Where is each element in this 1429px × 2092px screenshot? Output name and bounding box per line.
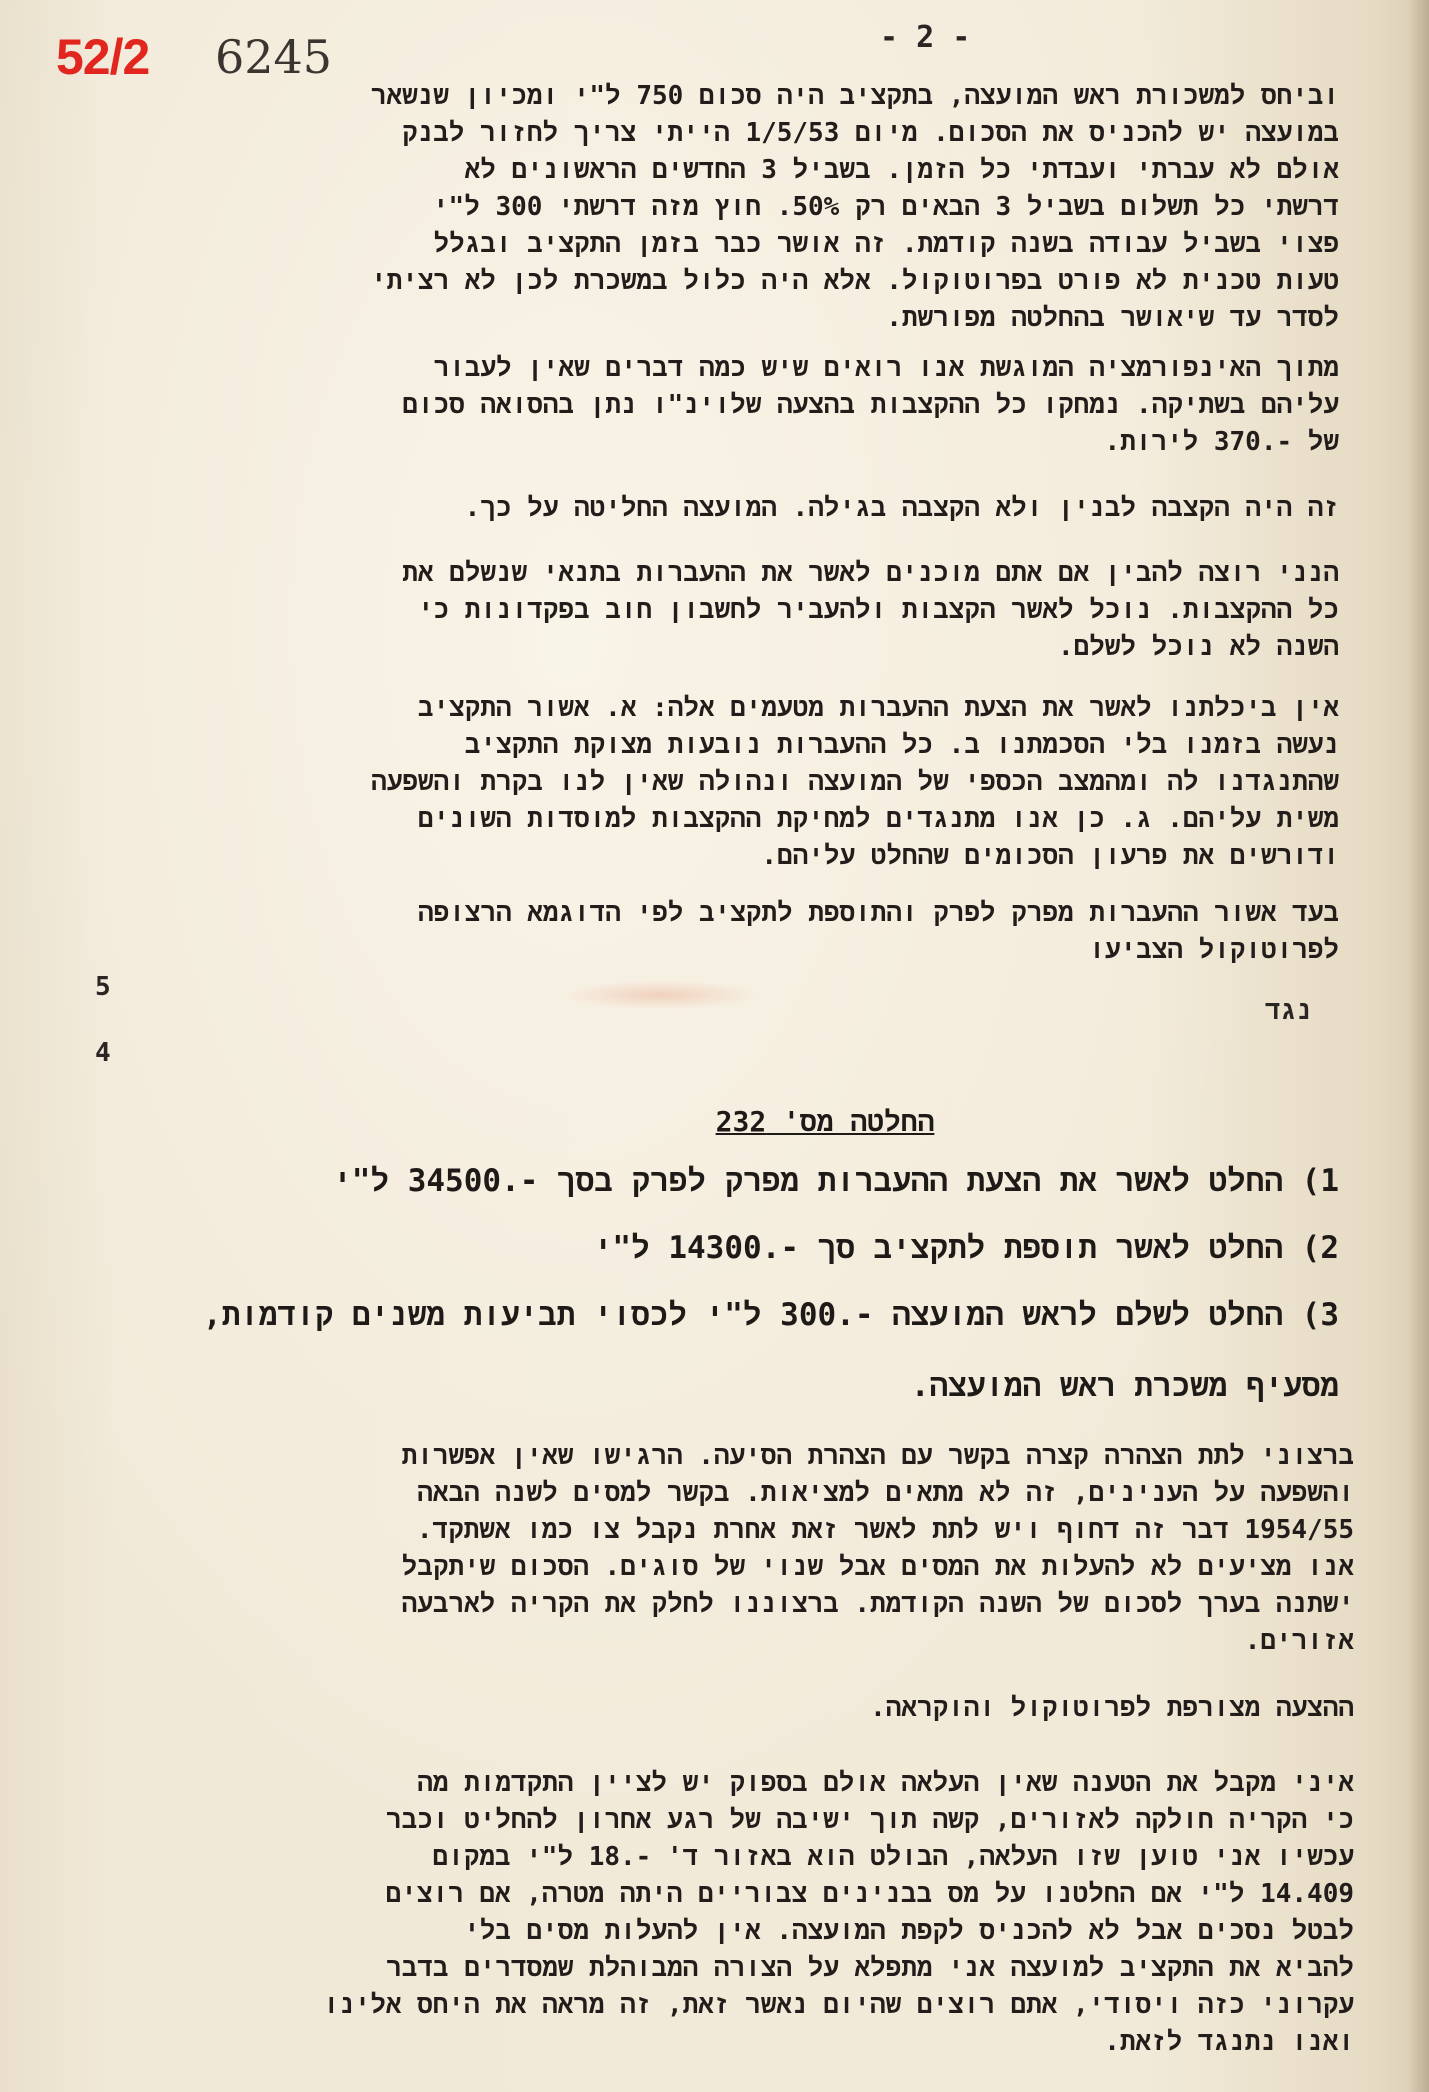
text-line: אזורים. bbox=[1244, 1626, 1354, 1656]
text-line: אנו מציעים לא להעלות את המסים אבל שנוי של סוגים. הסכום שיתקבל bbox=[401, 1552, 1354, 1582]
text-line: הנני רוצה להבין אם אתם מוכנים לאשר את ההעברות בתנאי שנשלם את bbox=[402, 558, 1339, 588]
text-line: השנה לא נוכל לשלם. bbox=[1057, 632, 1339, 662]
text-line: אין ביכלתנו לאשר את הצעת ההעברות מטעמים אלה: א. אשור התקציב bbox=[417, 693, 1339, 723]
text-line: ישתנה בערך לסכום של השנה הקודמת. ברצוננו לחלק את הקריה לארבעה bbox=[401, 1589, 1354, 1619]
text-line: ברצוני לתת הצהרה קצרה בקשר עם הצהרת הסיעה. הרגישו שאין אפשרות bbox=[401, 1441, 1354, 1471]
text-line: במועצה יש להכניס את הסכום. מיום 1/5/53 הייתי צריך לחזור לבנק bbox=[401, 118, 1339, 148]
paragraph-tax-statement bbox=[104, 1438, 1354, 1660]
paragraph-vote-intro bbox=[99, 895, 1339, 969]
text-line: אולם לא עברתי ועבדתי כל הזמן. בשביל 3 החדשים הראשונים לא bbox=[464, 155, 1339, 185]
text-line: פצוי בשביל עבודה בשנה קודמת. זה אושר כבר בזמן התקציב ובגלל bbox=[433, 229, 1339, 259]
text-line: בעד אשור ההעברות מפרק לפרק והתוספת לתקציב לפי הדוגמא הרצופה bbox=[417, 898, 1339, 928]
text-line: 14.409 ל"י אם החלטנו על מס בבנינים צבוריים היתה מטרה, אם רוצים bbox=[385, 1879, 1354, 1909]
text-line: כל ההקצבות. נוכל לאשר הקצבות ולהעביר לחשבון חוב בפקדונות כי bbox=[417, 595, 1339, 625]
text-line: טעות טכנית לא פורט בפרוטוקול. אלא היה כלול במשכרת לכן לא רציתי bbox=[371, 266, 1339, 296]
paragraph-allocation bbox=[99, 490, 1339, 527]
ink-smudge bbox=[560, 980, 760, 1010]
archive-reference: 52/2 bbox=[56, 29, 150, 85]
text-line: להביא את התקציב למועצה אני מתפלא על הצורה המבוהלת שמסדרים בדבר bbox=[386, 1953, 1354, 1983]
text-line: מתוך האינפורמציה המוגשת אנו רואים שיש כמה דברים שאין לעבור bbox=[433, 353, 1339, 383]
paragraph-information bbox=[99, 350, 1339, 461]
paragraph-objection bbox=[99, 690, 1339, 875]
paragraph-response bbox=[104, 1765, 1354, 2061]
text-line: שהתנגדנו לה ומהמצב הכספי של המועצה ונהולה שאין לנו בקרת והשפעה bbox=[371, 767, 1339, 797]
text-line: משית עליהם. ג. כן אנו מתנגדים למחיקת ההקצבות למוסדות השונים bbox=[417, 804, 1339, 834]
paragraph-proposal-attached bbox=[104, 1690, 1354, 1727]
text-line: והשפעה על הענינים, זה לא מתאים למציאות. בקשר למסים לשנה הבאה bbox=[417, 1478, 1354, 1508]
text-line: וביחס למשכורת ראש המועצה, בתקציב היה סכום 750 ל"י ומכיון שנשאר bbox=[370, 81, 1339, 111]
text-line: נעשה בזמנו בלי הסכמתנו ב. כל ההעברות נובעות מצוקת התקציב bbox=[464, 730, 1339, 760]
page-fold-shadow bbox=[1407, 0, 1429, 2092]
text-line: זה היה הקצבה לבנין ולא הקצבה בגילה. המועצה החליטה על כך. bbox=[464, 493, 1339, 523]
text-line: איני מקבל את הטענה שאין העלאה אולם בספוק יש לציין התקדמות מה bbox=[417, 1768, 1354, 1798]
serial-number: 6245 bbox=[215, 30, 333, 84]
text-line: לסדר עד שיאושר בהחלטה מפורשת. bbox=[886, 303, 1339, 333]
vote-for-count: 5 bbox=[95, 972, 111, 1002]
text-line: של -.370 לירות. bbox=[1104, 427, 1339, 457]
paragraph-salary bbox=[99, 78, 1339, 337]
resolution-item-3-continuation: מסעיף משכרת ראש המועצה. bbox=[910, 1368, 1339, 1404]
resolution-title: החלטה מס' 232 bbox=[715, 1105, 935, 1138]
text-line: 1954/55 דבר זה דחוף ויש לתת לאשר זאת אחרת נקבל צו כמו אשתקד. bbox=[416, 1515, 1354, 1545]
vote-against-label: נגד bbox=[1265, 996, 1312, 1026]
text-line: ודורשים את פרעון הסכומים שהחלט עליהם. bbox=[761, 841, 1339, 871]
text-line: עקרוני כזה ויסודי, אתם רוצים שהיום נאשר זאת, זה מראה את היחס אלינו bbox=[323, 1990, 1354, 2020]
vote-against-count: 4 bbox=[95, 1038, 111, 1068]
resolution-item-3: 3) החלט לשלם לראש המועצה -.300 ל"י לכסוי תביעות משנים קודמות, bbox=[203, 1297, 1339, 1333]
page-number: - 2 - bbox=[880, 20, 971, 55]
text-line: כי הקריה חולקה לאזורים, קשה תוך ישיבה של רגע אחרון להחליט וכבר bbox=[386, 1805, 1354, 1835]
text-line: ואנו נתנגד לזאת. bbox=[1104, 2027, 1354, 2057]
text-line: לבטל נסכים אבל לא להכניס לקפת המועצה. אין להעלות מסים בלי bbox=[464, 1916, 1354, 1946]
resolution-item-1: 1) החלט לאשר את הצעת ההעברות מפרק לפרק בסך -.34500 ל"י bbox=[333, 1163, 1339, 1199]
resolution-item-2: 2) החלט לאשר תוספת לתקציב סך -.14300 ל"י bbox=[593, 1230, 1339, 1266]
text-line: עכשיו אני טוען שזו העלאה, הבולט הוא באזור ד' -.18 ל"י במקום bbox=[432, 1842, 1354, 1872]
text-line: ההצעה מצורפת לפרוטוקול והוקראה. bbox=[870, 1693, 1354, 1723]
text-line: לפרוטוקול הצביעו bbox=[1089, 935, 1339, 965]
text-line: עליהם בשתיקה. נמחקו כל ההקצבות בהצעה שלוינ"ו נתן בהסואה סכום bbox=[402, 390, 1339, 420]
paragraph-request bbox=[99, 555, 1339, 666]
text-line: דרשתי כל תשלום בשביל 3 הבאים רק 50%. חוץ מזה דרשתי 300 ל"י bbox=[432, 192, 1339, 222]
